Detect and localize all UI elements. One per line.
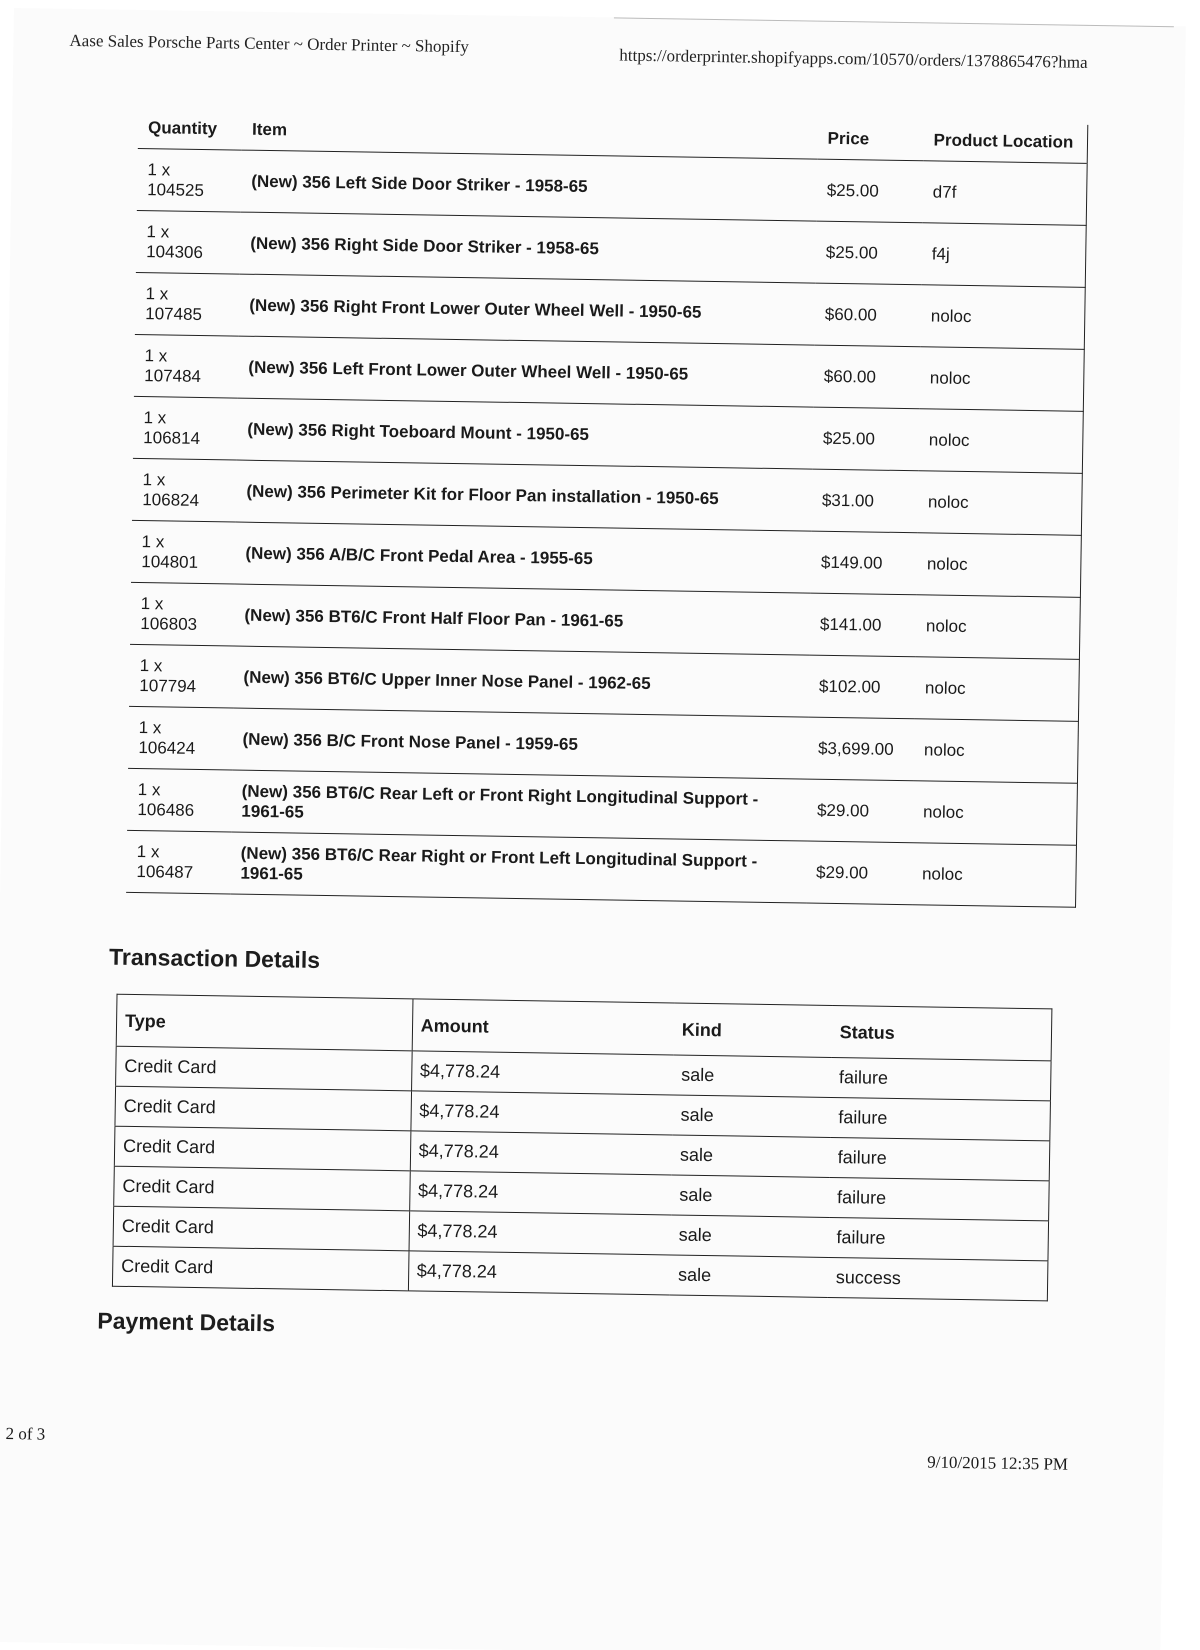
quantity-cell	[126, 830, 231, 894]
kind-cell: sale	[670, 1255, 828, 1297]
price-cell: $60.00	[814, 283, 921, 347]
amount-cell: $4,778.24	[408, 1251, 670, 1295]
amount-cell: $4,778.24	[410, 1131, 672, 1175]
transaction-table	[112, 994, 1052, 1302]
amount-cell: $4,778.24	[411, 1051, 673, 1095]
transaction-details-heading: Transaction Details	[108, 943, 321, 973]
item-name-cell: (New) 356 Left Front Lower Outer Wheel Well - 1950-65	[238, 336, 814, 407]
kind-cell: sale	[670, 1215, 828, 1257]
location-cell: noloc	[913, 781, 1078, 846]
item-header: Item	[251, 119, 288, 140]
sku-text: 107485	[145, 303, 203, 324]
sku-text: 106814	[143, 427, 201, 448]
kind-header: Kind	[681, 1019, 723, 1041]
status-cell: failure	[831, 1057, 1051, 1100]
price-cell: $3,699.00	[808, 717, 915, 781]
quantity-cell	[127, 768, 232, 832]
item-name-cell: (New) 356 Right Toeboard Mount - 1950-65	[237, 398, 813, 469]
quantity-text: 1 x	[141, 531, 165, 551]
price-cell: $60.00	[813, 345, 920, 409]
sku-text: 106803	[140, 613, 198, 634]
page-number: 2 of 3	[5, 1424, 46, 1444]
quantity-text: 1 x	[136, 841, 160, 861]
location-cell: noloc	[920, 285, 1085, 350]
amount-cell: $4,778.24	[409, 1171, 671, 1215]
amount-cell: $4,778.24	[409, 1211, 671, 1255]
sku-text: 104801	[141, 551, 199, 572]
quantity-text: 1 x	[146, 221, 170, 241]
quantity-cell	[134, 334, 239, 398]
status-cell: success	[828, 1257, 1048, 1300]
quantity-text: 1 x	[137, 779, 161, 799]
quantity-text: 1 x	[139, 655, 163, 675]
quantity-cell	[132, 458, 237, 522]
quantity-text: 1 x	[142, 469, 166, 489]
item-name-cell: (New) 356 BT6/C Front Half Floor Pan - 1961-65	[234, 584, 810, 655]
item-name-cell: (New) 356 Right Front Lower Outer Wheel Well - 1950-65	[239, 274, 815, 345]
status-cell: failure	[829, 1177, 1049, 1220]
kind-cell: sale	[672, 1095, 830, 1137]
price-cell: $102.00	[809, 655, 916, 719]
quantity-text: 1 x	[143, 407, 167, 427]
sku-text: 107794	[139, 675, 197, 696]
type-header: Type	[116, 994, 412, 1051]
quantity-cell	[136, 210, 241, 274]
location-cell: d7f	[922, 161, 1087, 226]
quantity-header: Quantity	[147, 118, 218, 139]
quantity-cell	[129, 644, 234, 708]
sku-text: 104306	[146, 241, 204, 262]
price-cell: $31.00	[811, 469, 918, 533]
location-cell: noloc	[914, 657, 1079, 722]
quantity-cell	[131, 520, 236, 584]
amount-cell: $4,778.24	[411, 1091, 673, 1135]
order-items-table	[126, 110, 1088, 908]
location-cell: f4j	[921, 223, 1086, 288]
quantity-text: 1 x	[138, 717, 162, 737]
kind-cell: sale	[672, 1135, 830, 1177]
location-header: Product Location	[923, 122, 1088, 163]
quantity-cell	[133, 396, 238, 460]
status-cell: failure	[829, 1137, 1049, 1180]
type-cell: Credit Card	[114, 1126, 410, 1171]
price-cell: $29.00	[807, 779, 914, 843]
type-cell: Credit Card	[112, 1246, 408, 1291]
item-name-cell: (New) 356 BT6/C Upper Inner Nose Panel - 1962-65	[233, 646, 809, 717]
price-cell: $29.00	[806, 841, 913, 905]
print-header-url: https://orderprinter.shopifyapps.com/10570/orders/1378865476?hma	[619, 45, 1088, 72]
location-cell: noloc	[919, 347, 1084, 412]
header-rule	[614, 17, 1174, 27]
price-cell: $149.00	[810, 531, 917, 595]
location-cell: noloc	[918, 409, 1083, 474]
price-cell: $25.00	[812, 407, 919, 471]
price-cell: $141.00	[809, 593, 916, 657]
kind-cell: sale	[673, 1055, 831, 1097]
type-cell: Credit Card	[116, 1046, 412, 1091]
amount-header: Amount	[420, 1015, 489, 1037]
location-cell: noloc	[912, 843, 1077, 908]
quantity-cell	[135, 272, 240, 336]
quantity-cell	[130, 582, 235, 646]
item-name-cell: (New) 356 BT6/C Rear Left or Front Right Longitudinal Support - 1961-65	[231, 770, 807, 841]
quantity-text: 1 x	[145, 283, 169, 303]
item-name-cell: (New) 356 BT6/C Rear Right or Front Left Longitudinal Support - 1961-65	[230, 832, 806, 903]
status-header: Status	[839, 1022, 895, 1043]
location-cell: noloc	[916, 533, 1081, 598]
type-cell: Credit Card	[114, 1166, 410, 1211]
print-header-title: Aase Sales Porsche Parts Center ~ Order Printer ~ Shopify	[69, 30, 470, 57]
status-cell: failure	[828, 1217, 1048, 1260]
quantity-text: 1 x	[147, 159, 171, 179]
quantity-text: 1 x	[140, 593, 164, 613]
type-cell: Credit Card	[113, 1206, 409, 1251]
sku-text: 106824	[142, 489, 200, 510]
sku-text: 106486	[137, 799, 195, 820]
printed-page	[0, 8, 1186, 1650]
sku-text: 106424	[138, 737, 196, 758]
item-name-cell: (New) 356 Right Side Door Striker - 1958-65	[240, 212, 816, 283]
location-cell: noloc	[917, 471, 1082, 536]
type-cell: Credit Card	[115, 1086, 411, 1131]
price-header: Price	[827, 128, 870, 149]
item-name-cell: (New) 356 B/C Front Nose Panel - 1959-65	[232, 708, 808, 779]
print-timestamp: 9/10/2015 12:35 PM	[927, 1452, 1069, 1474]
sku-text: 104525	[147, 179, 205, 200]
location-cell: noloc	[914, 719, 1079, 784]
kind-cell: sale	[671, 1175, 829, 1217]
location-cell: noloc	[915, 595, 1080, 660]
item-name-cell: (New) 356 Left Side Door Striker - 1958-65	[241, 150, 817, 221]
sku-text: 106487	[136, 861, 194, 882]
quantity-text: 1 x	[144, 345, 168, 365]
status-cell: failure	[830, 1097, 1050, 1140]
quantity-cell	[128, 706, 233, 770]
quantity-cell	[137, 148, 242, 212]
price-cell: $25.00	[816, 159, 923, 223]
payment-details-heading: Payment Details	[97, 1307, 276, 1337]
item-name-cell: (New) 356 Perimeter Kit for Floor Pan installation - 1950-65	[236, 460, 812, 531]
item-name-cell: (New) 356 A/B/C Front Pedal Area - 1955-65	[235, 522, 811, 593]
sku-text: 107484	[144, 365, 202, 386]
price-cell: $25.00	[815, 221, 922, 285]
